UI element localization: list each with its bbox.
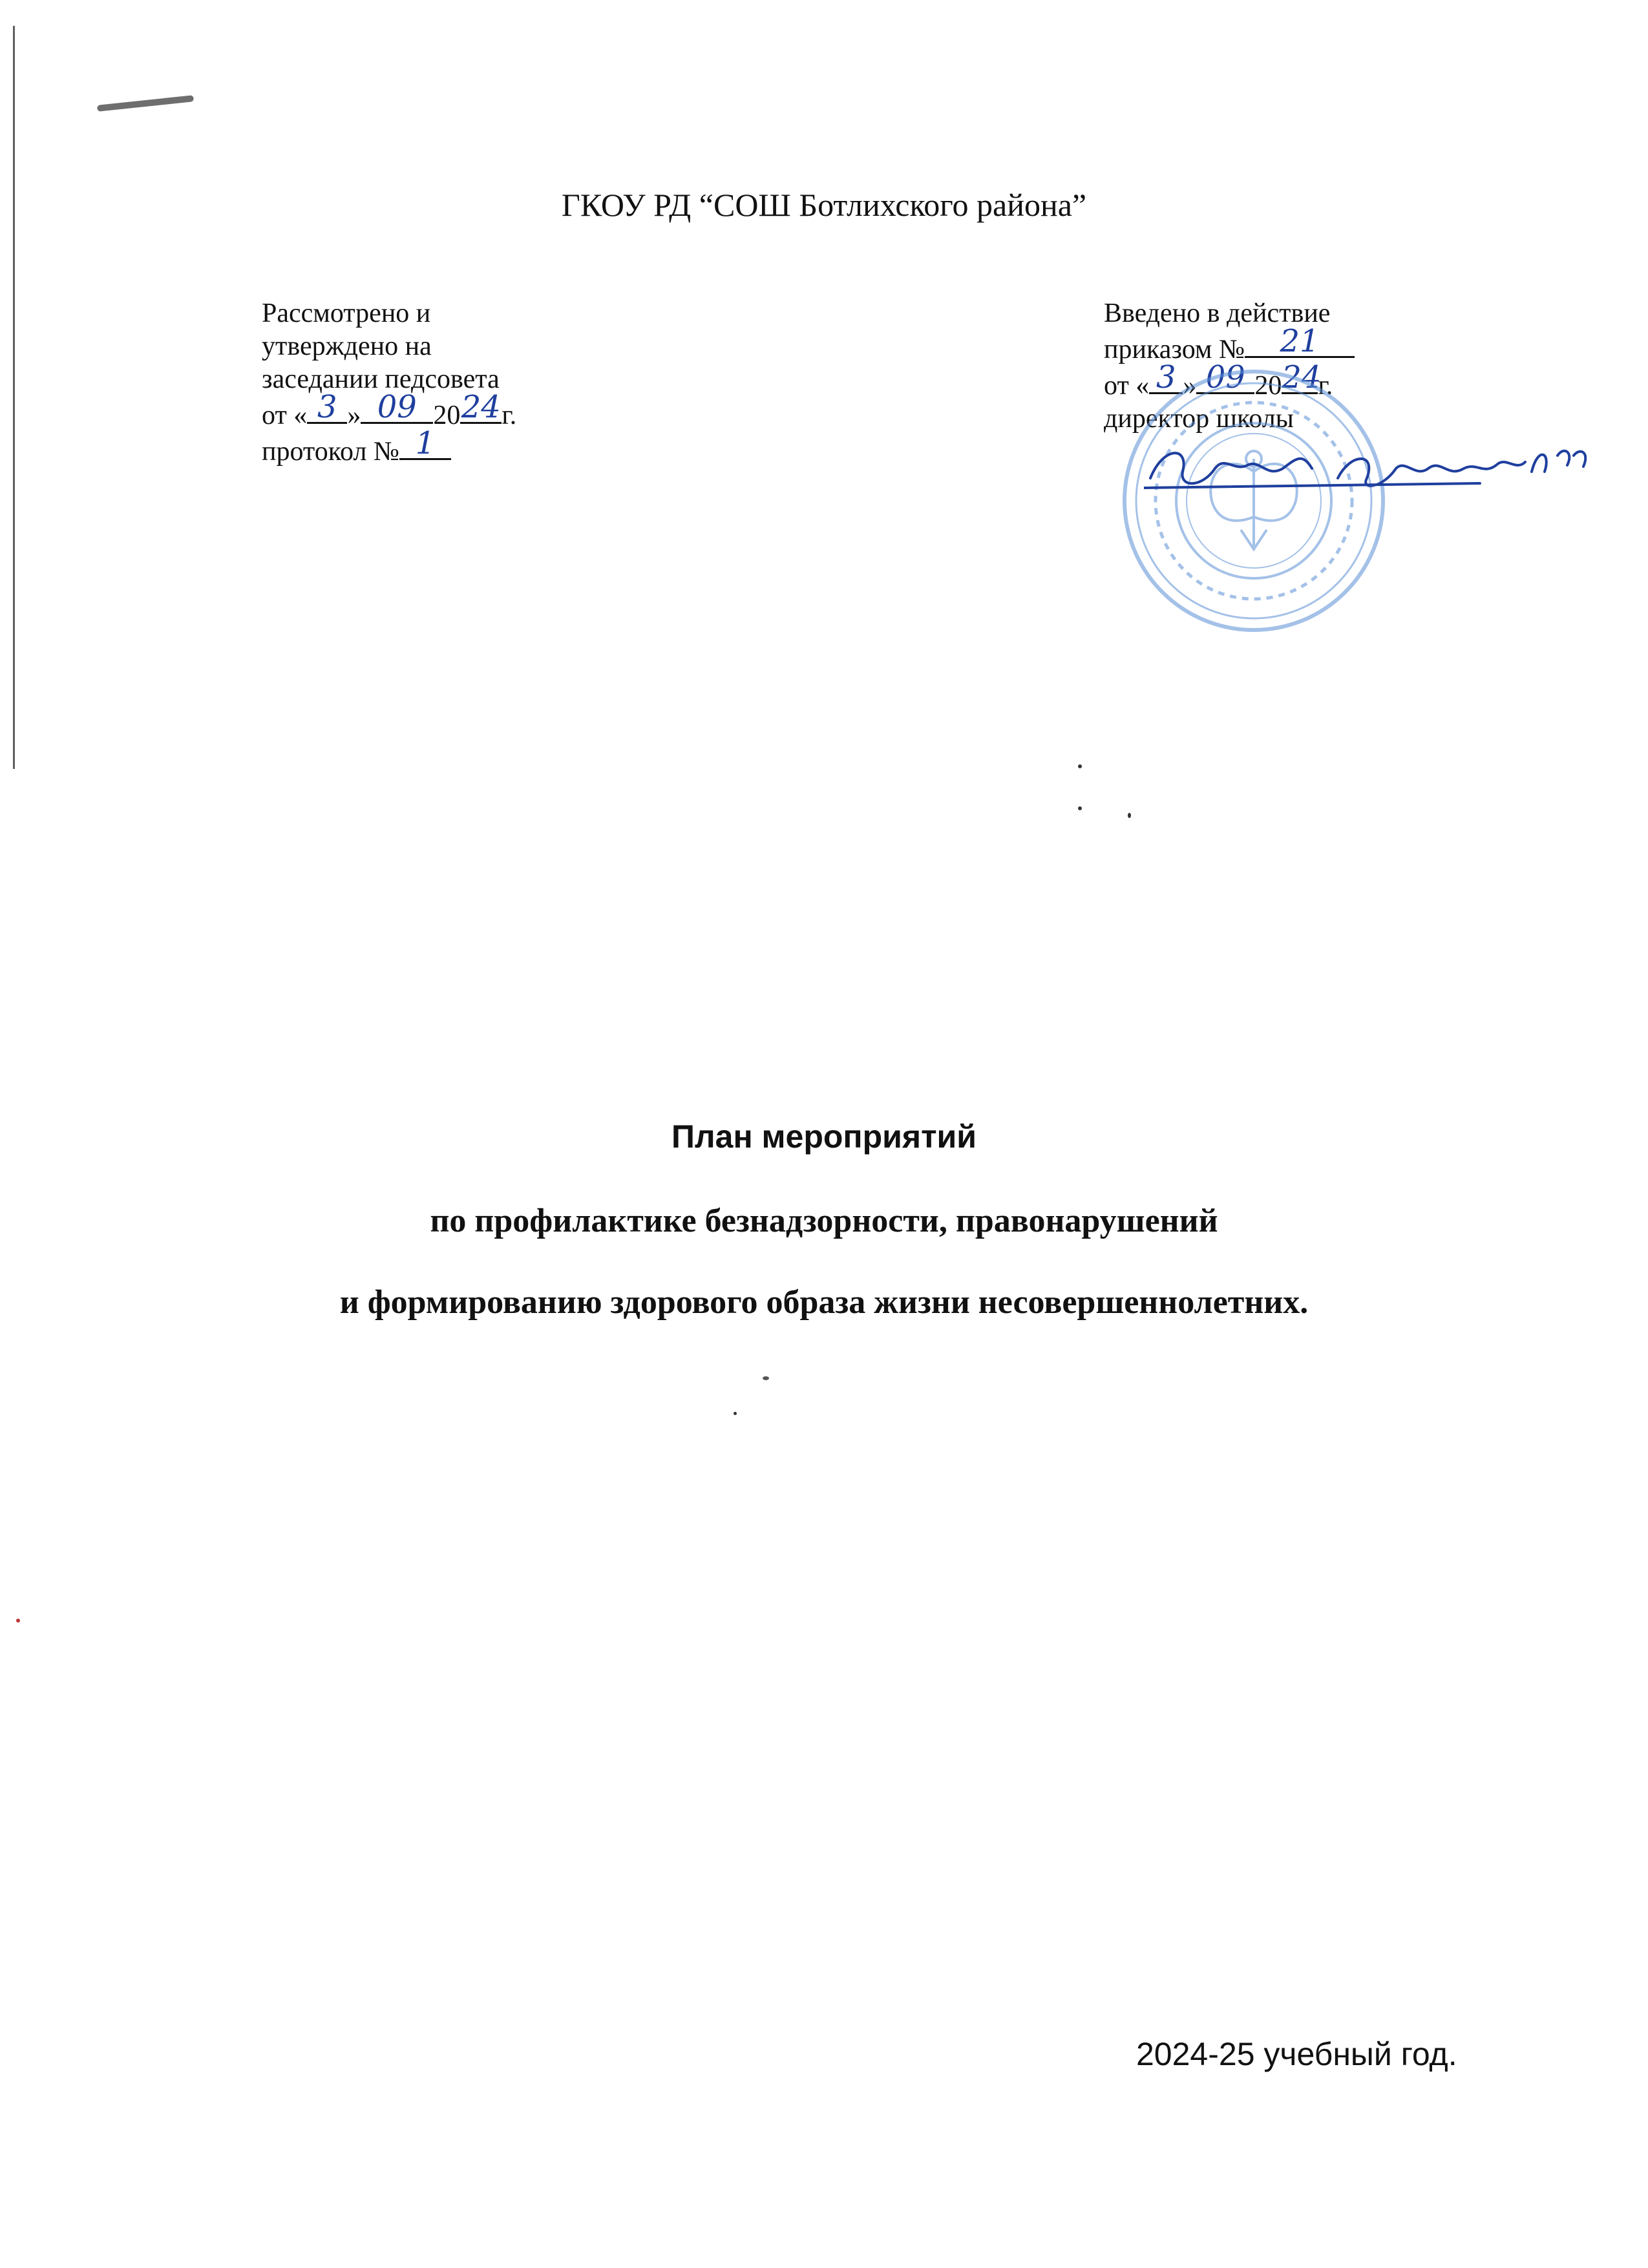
protocol-field — [399, 425, 451, 461]
month-field — [361, 389, 433, 425]
month-handwritten: 09 — [1205, 359, 1245, 395]
approval-right-signer: директор школы — [1104, 404, 1294, 434]
document-title: План мероприятий — [671, 1118, 977, 1155]
approval-right-line1: Введено в действие — [1104, 299, 1331, 328]
scan-speck — [1128, 813, 1131, 818]
approval-left-line1: Рассмотрено и — [262, 299, 431, 328]
date-mid: » — [1183, 371, 1197, 401]
order-prefix: приказом № — [1104, 335, 1245, 364]
date-mid: » — [347, 401, 361, 430]
protocol-handwritten: 1 — [415, 425, 436, 461]
year-prefix: 20 — [433, 401, 461, 430]
day-field — [307, 389, 347, 425]
day-handwritten: 3 — [317, 389, 337, 425]
director-signature-icon — [1144, 433, 1596, 504]
scan-speck — [763, 1376, 769, 1380]
day-handwritten: 3 — [1156, 359, 1176, 395]
year-handwritten: 24 — [1282, 359, 1322, 395]
academic-year: 2024-25 учебный год. — [1136, 2036, 1457, 2072]
order-handwritten: 21 — [1280, 323, 1320, 359]
scan-speck — [1078, 764, 1082, 768]
staple-mark — [97, 95, 194, 112]
date-end: г. — [1318, 371, 1333, 401]
scan-speck — [734, 1412, 737, 1415]
protocol-prefix: протокол № — [262, 437, 399, 467]
approval-left-date — [262, 389, 517, 432]
approval-block-left — [262, 297, 516, 468]
year-field — [460, 389, 502, 425]
month-handwritten: 09 — [377, 389, 417, 425]
organization-title: ГКОУ РД “СОШ Ботлихского района” — [561, 187, 1087, 223]
document-subtitle-line1: по профилактике безнадзорности, правонарушений — [430, 1202, 1218, 1239]
scan-edge-line — [13, 26, 15, 769]
date-prefix: от « — [1104, 371, 1150, 401]
approval-left-protocol — [262, 425, 516, 468]
date-prefix: от « — [262, 401, 308, 430]
year-prefix: 20 — [1254, 371, 1282, 401]
scan-speck — [1078, 806, 1082, 810]
date-end: г. — [502, 401, 517, 430]
document-subtitle-line2: и формированию здорового образа жизни несовершеннолетних. — [339, 1284, 1309, 1321]
approval-left-line2: утверждено на — [262, 331, 432, 361]
approval-left-line3: заседании педсовета — [262, 364, 500, 394]
order-field — [1245, 323, 1355, 359]
year-handwritten: 24 — [461, 389, 501, 425]
scan-speck — [16, 1619, 20, 1622]
